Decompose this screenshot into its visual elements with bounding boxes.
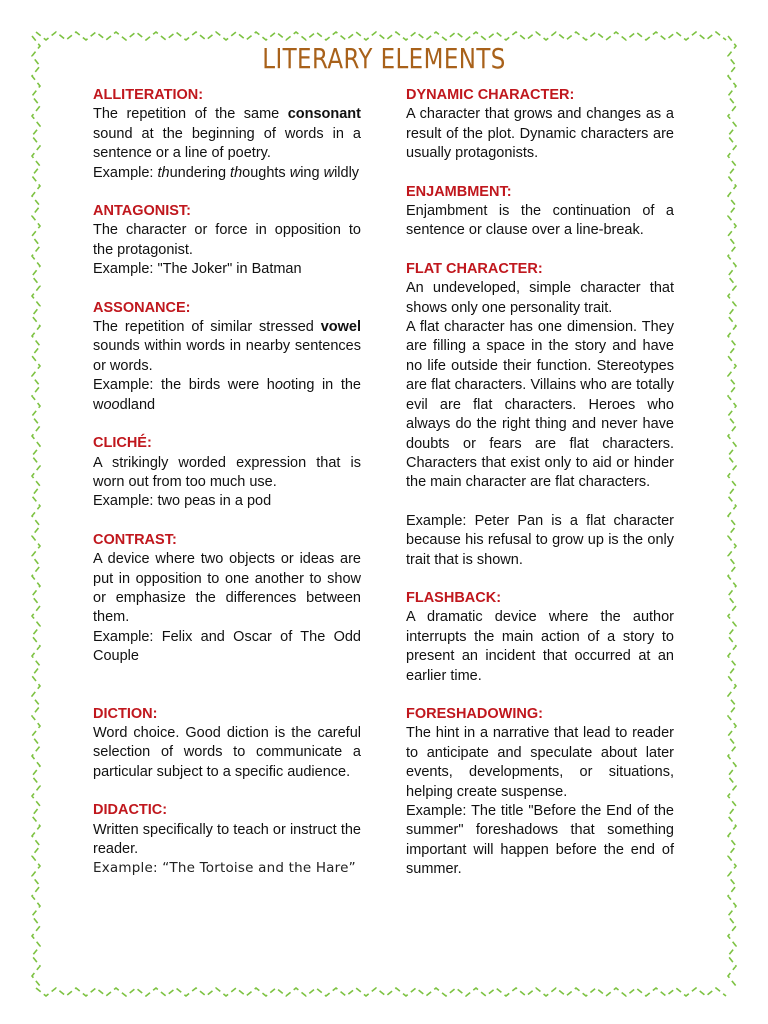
term-definition: Enjambment is the continuation of a sentence or clause over a line-break. xyxy=(406,203,674,239)
entry-antagonist xyxy=(93,202,361,280)
entry-alliteration xyxy=(93,86,361,183)
term-heading: CONTRAST: xyxy=(93,531,177,548)
term-definition: Written specifically to teach or instruct the reader. xyxy=(93,821,361,857)
term-example: Example: Peter Pan is a flat character because his refusal to grow up is the only trait that is shown. xyxy=(406,512,674,568)
term-example: Example: two peas in a pod xyxy=(93,493,272,510)
term-example: Example: thundering thoughts wing wildly xyxy=(93,164,360,181)
page-title: LITERARY ELEMENTS xyxy=(262,42,506,75)
entry-foreshadowing xyxy=(406,705,674,880)
term-example: Example: Felix and Oscar of The Odd Couple xyxy=(93,628,361,665)
term-heading: DYNAMIC CHARACTER: xyxy=(406,87,575,103)
entry-contrast xyxy=(93,531,361,667)
border-zigzag-line xyxy=(728,36,736,986)
entry-assonance xyxy=(93,299,361,415)
term-heading: CLICHÉ: xyxy=(93,435,152,452)
term-heading: ENJAMBMENT: xyxy=(406,183,512,200)
term-example: Example: "The Joker" in Batman xyxy=(93,261,302,278)
border-zigzag-line xyxy=(32,36,40,986)
border-zigzag-line xyxy=(36,32,726,40)
term-heading: FLAT CHARACTER: xyxy=(406,260,543,277)
entry-flat-character xyxy=(406,260,674,570)
term-definition: Word choice. Good diction is the careful selection of words to communicate a particular subject to a specific audience. xyxy=(93,724,361,780)
term-definition: An undeveloped, simple character that shows only one personality trait. xyxy=(406,280,674,316)
entry-dynamic-character xyxy=(406,86,674,164)
entry-flashback xyxy=(406,589,674,686)
entry-cliche xyxy=(93,434,361,512)
term-heading: DICTION: xyxy=(93,705,158,722)
term-definition-extended: A flat character has one dimension. They are filling a space in the story and have no life outside their function. Stereotypes are flat characters. Villains who are totally evil are flat characters. Heroes who always do the right thing and never have doubts or fears are flat characters. Characters that exist only to aid or hinder the main character are flat characters. xyxy=(406,319,674,491)
term-definition: A dramatic device where the author interrupts the main action of a story to present an incident that occurred at an earlier time. xyxy=(406,609,674,684)
term-example: Example: The title "Before the End of the summer" foreshadows that something important will happen before the end of summer. xyxy=(406,803,674,878)
term-definition: The repetition of similar stressed vowel sounds within words in nearby sentences or words. xyxy=(93,319,361,374)
term-definition: The repetition of the same consonant sound at the beginning of words in a sentence or a line of poetry. xyxy=(93,106,361,162)
entry-enjambment xyxy=(406,183,674,241)
term-heading: DIDACTIC: xyxy=(93,802,168,819)
term-definition: The character or force in opposition to the protagonist. xyxy=(93,222,361,258)
term-heading: ASSONANCE: xyxy=(93,299,191,316)
term-heading: FORESHADOWING: xyxy=(406,705,543,722)
term-definition: A strikingly worded expression that is worn out from too much use. xyxy=(93,454,361,490)
right-column xyxy=(406,86,674,899)
term-heading: ALLITERATION: xyxy=(93,87,204,103)
term-definition: The hint in a narrative that lead to reader to anticipate and speculate about later events, developments, or situations, helping create suspense. xyxy=(406,725,674,800)
term-heading: ANTAGONIST: xyxy=(93,203,192,220)
term-heading: FLASHBACK: xyxy=(406,589,502,606)
term-example: Example: “The Tortoise and the Hare” xyxy=(93,860,356,877)
border-zigzag-line xyxy=(36,988,726,996)
left-column xyxy=(93,86,361,898)
term-definition: A device where two objects or ideas are put in opposition to one another to show or emphasize the differences between them. xyxy=(93,551,361,626)
term-definition: A character that grows and changes as a result of the plot. Dynamic characters are usually protagonists. xyxy=(406,106,674,162)
term-example: Example: the birds were hooting in the woodland xyxy=(93,377,361,413)
entry-diction xyxy=(93,705,361,783)
entry-didactic xyxy=(93,801,361,879)
spacer xyxy=(406,493,674,512)
